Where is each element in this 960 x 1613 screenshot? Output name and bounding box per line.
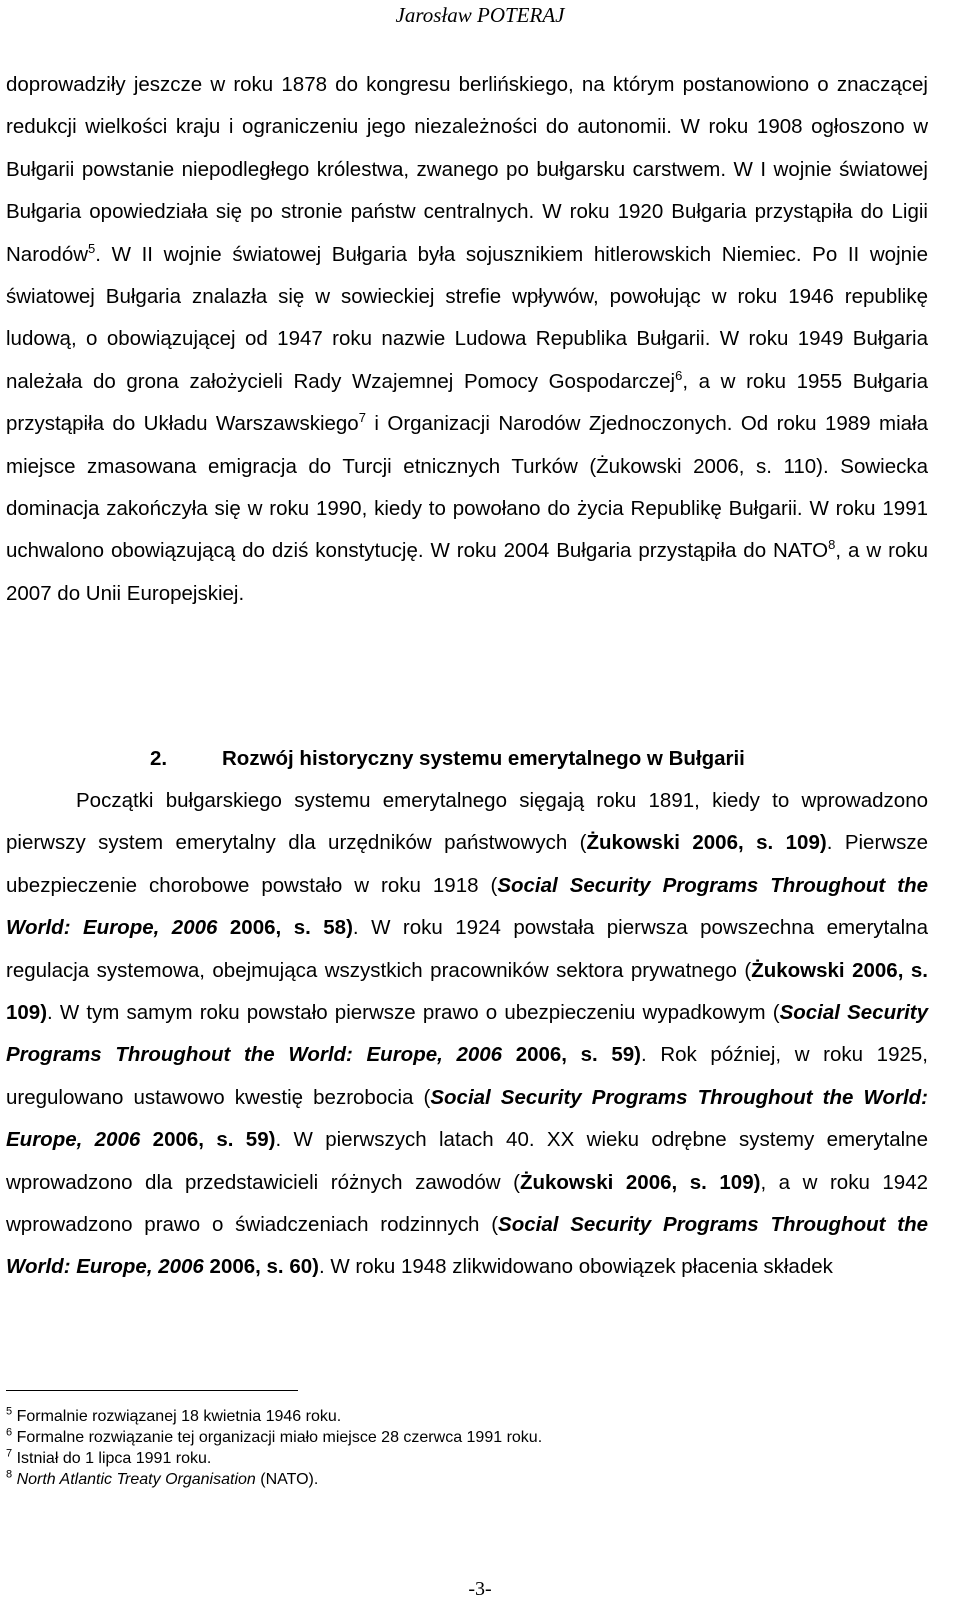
text-run: . W roku 1948 zlikwidowano obowiązek płacenia składek: [318, 1255, 833, 1279]
paragraph-history: [6, 64, 928, 615]
text-run: . W tym samym roku powstało pierwsze prawo o ubezpieczeniu wypadkowym (: [47, 1001, 780, 1025]
text-run: doprowadziły jeszcze w roku 1878 do kongresu berlińskiego, na którym postanowiono o znaczącej redukcji wielkości kraju i ograniczeniu jego niezależności do autonomii. W roku 1908 ogłoszono w Bułgarii powstanie niepodległego królestwa, zwanego po bułgarsku carstwem. W I wojnie światowej Bułgaria opowiedziała się po stronie państw centralnych. W roku 1920 Bułgaria przystąpiła do Ligii Narodów: [6, 73, 928, 266]
footnote-ref-5[interactable]: 5: [88, 240, 96, 256]
text-run: . W pierwszych latach 40. XX wieku odrębne systemy emerytalne wprowadzono dla przedstawicieli różnych zawodów (: [6, 1128, 928, 1194]
footnote-8: [6, 1469, 926, 1490]
footnote-ref-8[interactable]: 8: [828, 537, 836, 553]
text-run: . W roku 1924 powstała pierwsza powszechna emerytalna regulacja systemowa, obejmująca wszystkich pracowników sektora prywatnego (: [6, 916, 928, 982]
text-run: . Rok później, w roku 1925, uregulowano ustawowo kwestię bezrobocia (: [6, 1043, 928, 1109]
citation: 2006, s. 59): [502, 1043, 641, 1067]
text-run: , a w roku 1955 Bułgaria przystąpiła do Układu Warszawskiego: [6, 369, 929, 436]
footnote-number: 6: [6, 1426, 13, 1439]
footnote-ref-7[interactable]: 7: [358, 410, 366, 426]
text-run: , a w roku 1942 wprowadzono prawo o świadczeniach rodzinnych (: [6, 1170, 929, 1237]
section-number: 2.: [150, 747, 168, 770]
citation: 2006, s. 60): [203, 1255, 319, 1279]
running-header-author: Jarosław POTERAJ: [395, 3, 565, 27]
footnote-6: [6, 1427, 926, 1448]
text-run: . Pierwsze ubezpieczenie chorobowe powstało w roku 1918 (: [6, 831, 928, 897]
citation: Żukowski 2006, s. 109): [519, 1170, 761, 1194]
footnote-ref-6[interactable]: 6: [675, 368, 683, 384]
citation: 2006, s. 59): [140, 1128, 276, 1152]
footnote-7: [6, 1448, 926, 1469]
page-number: -3-: [468, 1578, 492, 1600]
footnote-number: 5: [6, 1405, 13, 1418]
footnote-text: Formalnie rozwiązanej 18 kwietnia 1946 roku.: [16, 1408, 342, 1425]
text-run: , a w roku 2007 do Unii Europejskiej.: [6, 539, 928, 605]
footnote-number: 8: [6, 1468, 13, 1481]
section-title: Rozwój historyczny systemu emerytalnego w Bułgarii: [222, 747, 745, 770]
footnote-5: [6, 1406, 926, 1427]
citation-title: Social Security Programs Throughout the World: Europe, 2006: [6, 1213, 928, 1279]
citation: Żukowski 2006, s. 109): [586, 831, 827, 855]
footnote-text-italic: North Atlantic Treaty Organisation: [16, 1471, 256, 1488]
footnote-number: 7: [6, 1447, 13, 1460]
footnote-divider: [6, 1390, 298, 1391]
citation-title: Social Security Programs Throughout the World: Europe, 2006: [6, 873, 928, 940]
citation-title: Social Security Programs Throughout the World: Europe, 2006: [6, 1085, 928, 1152]
citation: 2006, s. 58): [217, 916, 353, 940]
citation-title: Social Security Programs Throughout the World: Europe, 2006: [6, 1001, 929, 1067]
footnote-text: (NATO).: [255, 1471, 319, 1488]
footnote-text: Formalne rozwiązanie tej organizacji miało miejsce 28 czerwca 1991 roku.: [16, 1429, 543, 1446]
paragraph-pension-history: [6, 780, 928, 1289]
text-run: . W II wojnie światowej Bułgaria była sojusznikiem hitlerowskich Niemiec. Po II wojnie światowej Bułgaria znalazła się w sowieckiej strefie wpływów, powołując w roku 1946 republikę ludową, o obowiązującej od 1947 roku nazwie Ludowa Republika Bułgarii. W roku 1949 Bułgaria należała do grona założycieli Rady Wzajemnej Pomocy Gospodarczej: [6, 242, 928, 393]
text-run: i Organizacji Narodów Zjednoczonych. Od roku 1989 miała miejsce zmasowana emigracja do Turcji etnicznych Turków (Żukowski 2006, s. 110). Sowiecka dominacja zakończyła się w roku 1990, kiedy to powołano do życia Republikę Bułgarii. W roku 1991 uchwalono obowiązującą do dziś konstytucję. W roku 2004 Bułgaria przystąpiła do NATO: [6, 412, 928, 563]
citation: Żukowski 2006, s. 109): [6, 958, 928, 1025]
footnote-text: Istniał do 1 lipca 1991 roku.: [16, 1450, 212, 1467]
footnotes: [6, 1406, 926, 1490]
text-run: Początki bułgarskiego systemu emerytalnego sięgają roku 1891, kiedy to wprowadzono pierwszy system emerytalny dla urzędników państwowych (: [6, 789, 928, 855]
section-heading: [150, 738, 910, 780]
